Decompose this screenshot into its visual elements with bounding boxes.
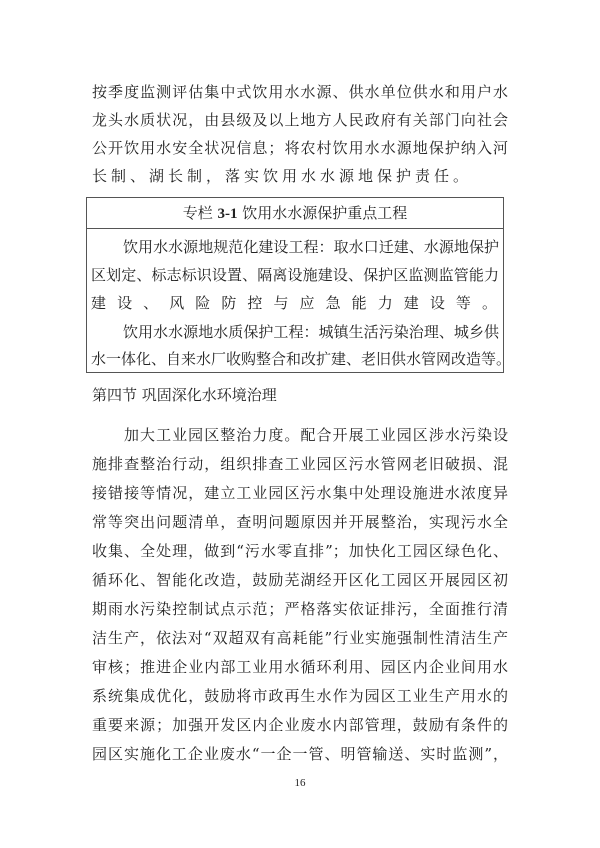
text-line: 长制、湖长制，落实饮用水水源地保护责任。 [92, 167, 473, 185]
text-line: 龙头水质状况，由县级及以上地方人民政府有关部门向社会 [92, 111, 508, 129]
text-line: 接错接等情况，建立工业园区污水集中处理设施进水浓度异 [92, 484, 508, 502]
box-title-prefix: 专栏 [182, 204, 213, 222]
section-heading: 第四节 巩固深化水环境治理 [92, 386, 277, 404]
feature-box [86, 197, 512, 373]
text-line: 重要来源；加强开发区内企业废水内部管理，鼓励有条件的 [92, 716, 508, 734]
text-line: 加大工业园区整治力度。配合开展工业园区涉水污染设 [124, 426, 508, 444]
text-line: 洁生产，依法对“双超双有高耗能”行业实施强制性清洁生产 [92, 629, 508, 647]
box-line: 水一体化、自来水厂收购整合和改扩建、老旧供水管网改造等。 [91, 350, 512, 368]
text-line: 园区实施化工企业废水“一企一管、明管输送、实时监测”， [92, 745, 508, 763]
text-line: 审核；推进企业内部工业用水循环利用、园区内企业间用水 [92, 658, 508, 676]
text-line: 公开饮用水安全状况信息；将农村饮用水水源地保护纳入河 [92, 139, 508, 157]
text-line: 期雨水污染控制试点示范；严格落实依证排污，全面推行清 [92, 600, 508, 618]
text-line: 循环化、智能化改造，鼓励芜湖经开区化工园区开展园区初 [92, 571, 508, 589]
text-line: 收集、全处理，做到“污水零直排”；加快化工园区绿色化、 [92, 542, 508, 560]
box-title-text: 饮用水水源保护重点工程 [242, 204, 408, 222]
text-line: 系统集成优化，鼓励将市政再生水作为园区工业生产用水的 [92, 687, 508, 705]
page-number: 16 [294, 777, 306, 789]
text-line: 按季度监测评估集中式饮用水水源、供水单位供水和用户水 [92, 83, 508, 101]
box-line: 饮用水水源地水质保护工程：城镇生活污染治理、城乡供 [123, 323, 499, 341]
box-line: 区划定、标志标识设置、隔离设施建设、保护区监测监管能力 [91, 266, 499, 284]
box-line: 建设、风险防控与应急能力建设等。 [91, 294, 499, 312]
box-title [87, 198, 503, 229]
box-line: 饮用水水源地规范化建设工程：取水口迁建、水源地保护 [123, 238, 499, 256]
text-line: 施排查整治行动，组织排查工业园区污水管网老旧破损、混 [92, 455, 508, 473]
text-line: 常等突出问题清单，查明问题原因并开展整治，实现污水全 [92, 513, 508, 531]
box-title-number: 3-1 [217, 206, 238, 222]
